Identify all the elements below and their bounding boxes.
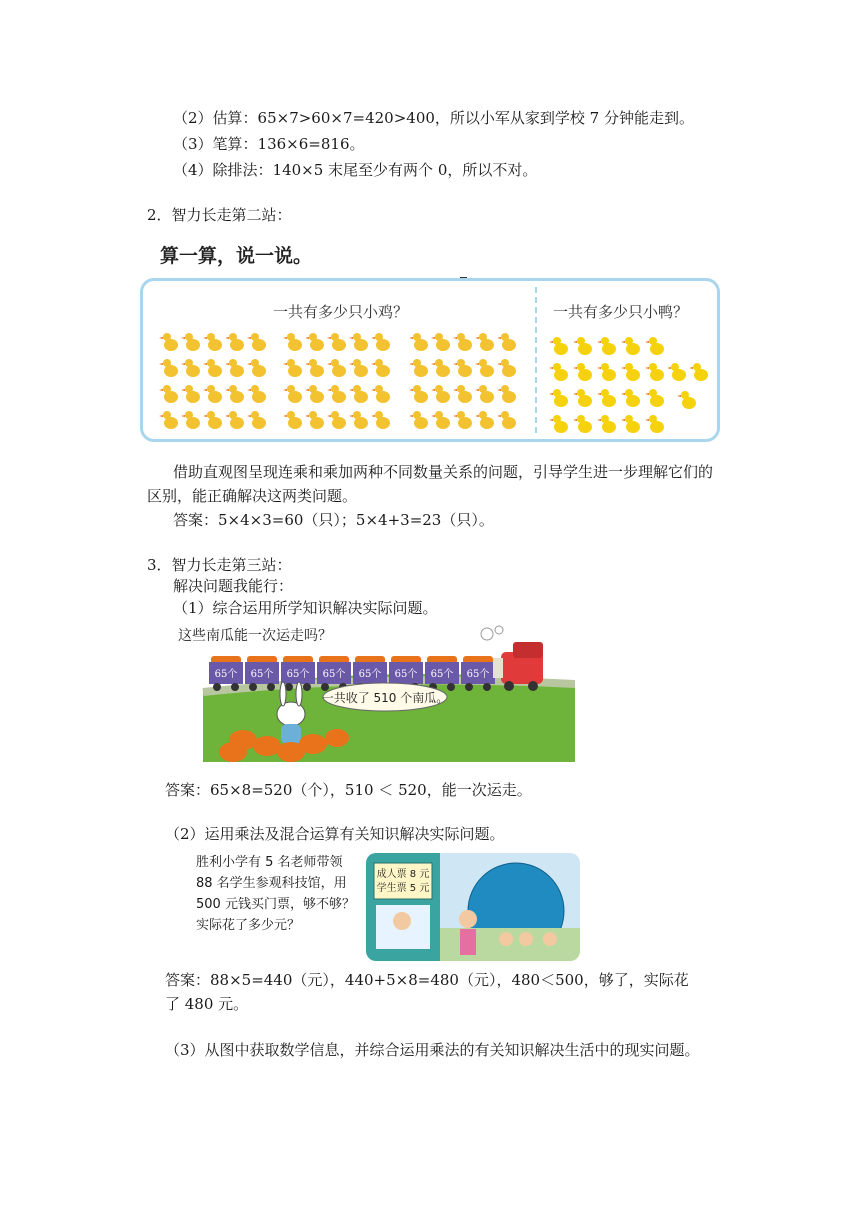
duck-icon [621,389,640,407]
duck-icon [597,389,616,407]
chick-icon [497,359,516,377]
chick-icon [159,385,178,403]
exclusion-line: （4）除排法：140×5 末尾至少有两个 0，所以不对。 [173,161,538,179]
duck-icon [573,337,592,355]
duck-icon [549,389,568,407]
station2-answer: 答案：5×4×3=60（只）；5×4+3=23（只）。 [173,511,494,529]
station3-q3 [165,1038,735,1062]
chick-icon [431,333,450,351]
duck-icon [549,337,568,355]
chick-icon [225,359,244,377]
adult-ticket-price: 成人票 8 元 [376,869,430,880]
duck-icon [677,391,696,409]
chick-icon [247,359,266,377]
duck-question: 一共有多少只小鸭？ [553,303,689,321]
duck-icon [645,337,664,355]
station2-desc-part2: 区别，能正确解决这两类问题。 [147,487,358,505]
station2-first-line [173,460,733,484]
duck-icon [597,415,616,433]
chick-icon [305,411,324,429]
chick-icon [475,385,494,403]
chick-icon [247,333,266,351]
cart-label: 65个 [214,669,238,680]
bubble-text: 一共收了 510 个南瓜。 [321,691,449,705]
chick-icon [203,411,222,429]
chick-icon [305,359,324,377]
train-question: 这些南瓜能一次运走吗？ [178,628,332,644]
station2-title: 2．智力长走第二站： [147,206,292,224]
cart-label: 65个 [250,669,274,680]
chick-icon [349,411,368,429]
chick-question: 一共有多少只小鸡？ [273,303,409,321]
estimate-line: （2）估算：65×7>60×7=420>400，所以小军从家到学校 7 分钟能走到。 [173,109,694,127]
chick-icon [283,411,302,429]
cart-label: 65个 [430,669,454,680]
station3-answer1: 答案：65×8=520（个），510 ＜ 520，能一次运走。 [165,781,532,799]
duck-icon [645,363,664,381]
chick-icon [225,333,244,351]
duck-icon [573,363,592,381]
chick-icon [431,359,450,377]
chick-icon [349,333,368,351]
station3-q2: （2）运用乘法及混合运算有关知识解决实际问题。 [165,825,505,843]
chick-icon [305,333,324,351]
duck-icon [573,415,592,433]
chick-icon [497,385,516,403]
chick-icon [247,385,266,403]
cart-label: 65个 [466,669,490,680]
station3-title: 3．智力长走第三站： [147,556,292,574]
duck-icon [573,389,592,407]
chick-icon [349,385,368,403]
chick-icon [371,411,390,429]
duck-icon [621,363,640,381]
station3-q1: （1）综合运用所学知识解决实际问题。 [173,599,438,617]
chick-icon [453,359,472,377]
written-calc-line: （3）笔算：136×6=816。 [173,135,365,153]
chick-icon [327,411,346,429]
chick-icon [453,385,472,403]
ticket-problem-text [196,852,366,936]
cart-label: 65个 [358,669,382,680]
cart-label: 65个 [394,669,418,680]
teacher-figure [459,910,477,928]
chick-icon [409,411,428,429]
chick-icon [497,411,516,429]
chick-icon [181,333,200,351]
chick-icon [349,359,368,377]
student-ticket-price: 学生票 5 元 [376,883,430,894]
chick-icon [371,385,390,403]
chick-icon [453,411,472,429]
chick-icon [475,411,494,429]
problem-line: 88 名学生参观科技馆，用 [196,876,347,891]
chick-icon [159,359,178,377]
chick-icon [159,411,178,429]
chick-icon [283,359,302,377]
problem-line: 实际花了多少元？ [196,918,301,933]
chick-icon [203,385,222,403]
chick-icon [283,385,302,403]
chick-icon [409,359,428,377]
chick-icon [225,411,244,429]
chick-icon [327,333,346,351]
chick-icon [203,333,222,351]
duck-icon [667,363,686,381]
duck-icon [549,415,568,433]
chick-icon [247,411,266,429]
birds-illustration [143,281,717,439]
duck-icon [689,363,708,381]
ticket-booth-illustration [366,853,580,961]
chick-icon [497,333,516,351]
cart-label: 65个 [322,669,346,680]
q3-text: （3）从图中获取数学信息，并综合运用乘法的有关知识解决生活中的现实问题。 [165,1041,700,1059]
chick-icon [431,385,450,403]
chick-icon [225,385,244,403]
problem-line: 500 元钱买门票，够不够？ [196,897,355,912]
chick-icon [159,333,178,351]
chick-icon [283,333,302,351]
chick-icon [181,359,200,377]
duck-icon [645,415,664,433]
ticket-scene [366,853,580,961]
chick-icon [181,411,200,429]
duck-icon [621,337,640,355]
chick-icon [409,333,428,351]
problem-line: 胜利小学有 5 名老师带领 [196,855,343,870]
duck-icon [645,389,664,407]
chick-icon [453,333,472,351]
duck-icon [621,415,640,433]
duck-icon [597,337,616,355]
duck-icon [597,363,616,381]
chick-icon [475,359,494,377]
station3-answer2 [165,968,735,1016]
duck-icon [549,363,568,381]
chick-duck-figure [140,278,720,442]
chick-icon [371,359,390,377]
station2-second-line [147,484,727,508]
station2-heading: 算一算，说一说。 [160,245,313,267]
chick-icon [305,385,324,403]
chick-icon [371,333,390,351]
pumpkin-train-illustration [173,622,575,762]
chick-icon [327,359,346,377]
cart-label: 65个 [286,669,310,680]
station3-subtitle: 解决问题我能行： [173,577,294,595]
train-scene [173,622,575,762]
answer2-text: 答案：88×5=440（元），440+5×8=480（元），480＜500，够了，实际花 了 480 元。 [165,971,689,1013]
chick-icon [327,385,346,403]
chick-icon [431,411,450,429]
chick-icon [203,359,222,377]
chick-icon [181,385,200,403]
chick-icon [475,333,494,351]
station2-desc-part1: 借助直观图呈现连乘和乘加两种不同数量关系的问题，引导学生进一步理解它们的 [173,463,714,481]
chick-icon [409,385,428,403]
